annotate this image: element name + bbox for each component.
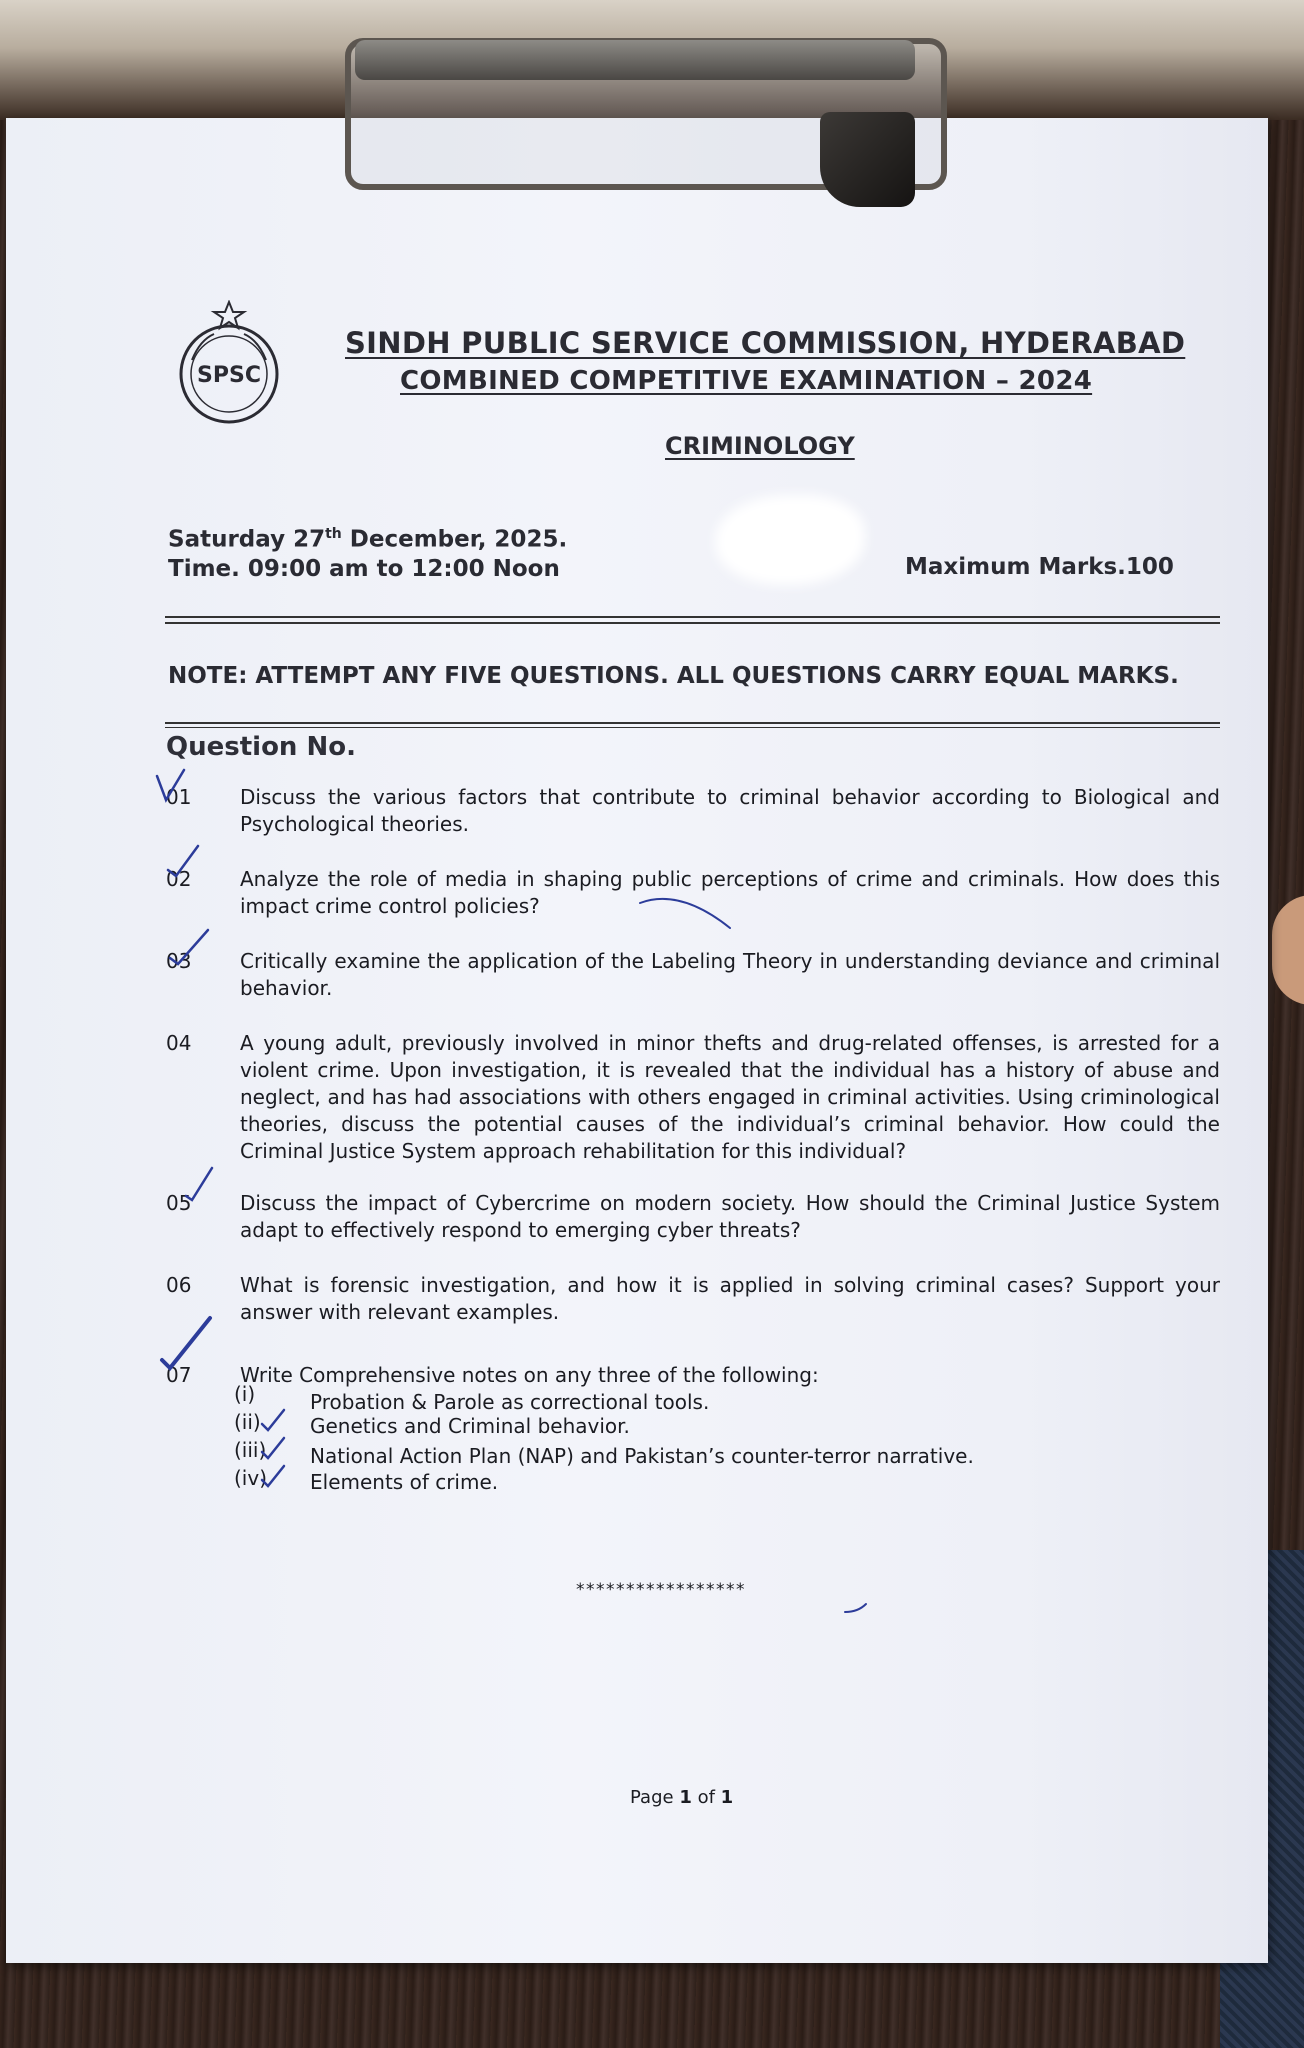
page-prefix: Page [630,1787,680,1808]
question-text: What is forensic investigation, and how it is applied in solving criminal cases? Support your answer with relevant examples. [240,1273,1220,1324]
divider-top [165,616,1220,624]
redaction-blot [715,495,865,585]
question-number: 01 [166,785,192,809]
question-number: 05 [166,1191,192,1215]
page-number [630,1787,733,1808]
page-total: 1 [720,1787,734,1808]
question-number: 06 [166,1273,192,1297]
question-text: Discuss the impact of Cybercrime on modern society. How should the Criminal Justice System adapt to effectively respond to emerging cyber threats? [240,1191,1220,1242]
page-mid: of [691,1787,721,1808]
question-text: Write Comprehensive notes on any three of the following: [240,1363,819,1387]
question-text: A young adult, previously involved in minor thefts and drug-related offenses, is arrested for a violent crime. Upon investigation, it is revealed that the individual has a history of abuse and neglect, and has had associations with others engaged in criminal activities. Using criminological theories, discuss the potential causes of the individual’s criminal behavior. How could the Criminal Justice System approach rehabilitation for this individual? [240,1031,1220,1163]
check-mark-icon [162,1318,210,1368]
subpart-text: Probation & Parole as correctional tools. [310,1390,710,1414]
date-suffix: th [325,526,342,542]
divider-bottom [165,722,1220,728]
end-marker: ***************** [576,1580,746,1600]
question-text: Critically examine the application of the Labeling Theory in understanding deviance and criminal behavior. [240,949,1220,1000]
question-number: 04 [166,1031,192,1055]
subject-title: CRIMINOLOGY [665,432,855,460]
logo-text: SPSC [197,363,261,388]
instruction-note: NOTE: ATTEMPT ANY FIVE QUESTIONS. ALL QUESTIONS CARRY EQUAL MARKS. [168,663,1179,689]
question-text: Analyze the role of media in shaping public perceptions of crime and criminals. How does this impact crime control policies? [240,867,1220,918]
subpart-label: (i) [234,1382,256,1406]
subpart-label: (iv) [234,1466,267,1490]
date-day: Saturday 27 [168,526,326,553]
question-text: Discuss the various factors that contribute to criminal behavior according to Biological and Psychological theories. [240,785,1220,836]
commission-title: SINDH PUBLIC SERVICE COMMISSION, HYDERABAD [345,326,1186,360]
subpart-label: (iii) [234,1438,267,1462]
check-mark-icon [262,1410,284,1430]
pen-stroke [845,1604,866,1612]
question-number: 03 [166,949,192,973]
question-heading: Question No. [166,732,356,762]
question-number: 02 [166,867,192,891]
exam-date [168,526,567,553]
exam-title: COMBINED COMPETITIVE EXAMINATION – 2024 [400,366,1093,396]
maximum-marks: Maximum Marks.100 [905,554,1174,580]
spsc-logo-icon [170,300,288,425]
subpart-text: National Action Plan (NAP) and Pakistan’s counter-terror narrative. [310,1444,974,1468]
subpart-text: Elements of crime. [310,1470,499,1494]
subpart-label: (ii) [234,1410,261,1434]
question-number: 07 [166,1363,192,1387]
date-rest: December, 2025. [341,526,568,553]
subpart-text: Genetics and Criminal behavior. [310,1414,630,1438]
exam-time: Time. 09:00 am to 12:00 Noon [168,556,560,582]
page-current: 1 [679,1787,692,1808]
